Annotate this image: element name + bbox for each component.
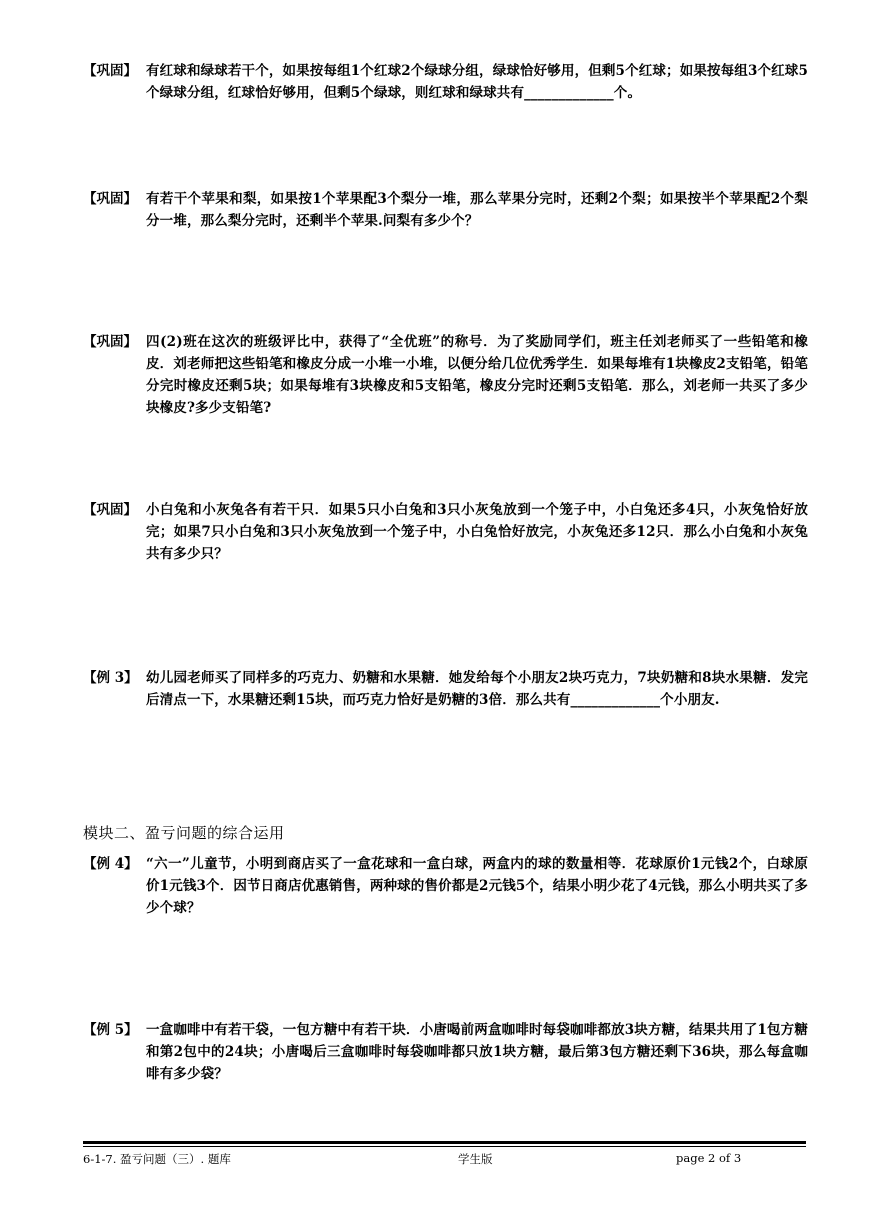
problem-tag: 【巩固】 — [83, 502, 137, 518]
problem-text: 幼儿园老师买了同样多的巧克力、奶糖和水果糖．她发给每个小朋友2块巧克力，7块奶糖和8块水果糖．发完后清点一下，水果糖还剩15块，而巧克力恰好是奶糖的3倍．那么共有_____________个小朋友. — [146, 670, 808, 708]
problem-text: 一盒咖啡中有若干袋，一包方糖中有若干块．小唐喝前两盒咖啡时每袋咖啡都放3块方糖，结果共用了1包方糖和第2包中的24块；小唐喝后三盒咖啡时每袋咖啡都只放1块方糖，最后第3包方糖还剩下36块，那么每盒咖啡有多少袋？ — [146, 1022, 808, 1082]
footer-divider-thin — [83, 1146, 806, 1147]
problem-text: “六一”儿童节，小明到商店买了一盒花球和一盒白球，两盒内的球的数量相等．花球原价1元钱2个，白球原价1元钱3个．因节日商店优惠销售，两种球的售价都是2元钱5个，结果小明少花了4元钱，那么小明共买了多少个球？ — [146, 856, 808, 916]
footer-document-title: 6-1-7. 盈亏问题（三）. 题库 — [83, 1152, 231, 1166]
footer-page-number: page 2 of 3 — [676, 1151, 742, 1165]
problem-text: 四(2)班在这次的班级评比中，获得了“全优班”的称号．为了奖励同学们，班主任刘老师买了一些铅笔和橡皮．刘老师把这些铅笔和橡皮分成一小堆一小堆，以便分给几位优秀学生．如果每堆有1块橡皮2支铅笔，铅笔分完时橡皮还剩5块；如果每堆有3块橡皮和5支铅笔，橡皮分完时还剩5支铅笔．那么，刘老师一共买了多少块橡皮?多少支铅笔? — [146, 334, 808, 416]
problem-tag: 【巩固】 — [83, 63, 137, 79]
problem-tag: 【巩固】 — [83, 334, 137, 350]
problem-tag: 【巩固】 — [83, 191, 137, 207]
problem-text: 有若干个苹果和梨，如果按1个苹果配3个梨分一堆，那么苹果分完时，还剩2个梨；如果按半个苹果配2个梨分一堆，那么梨分完时，还剩半个苹果.问梨有多少个？ — [146, 191, 808, 229]
problem-example-5 — [83, 1019, 808, 1085]
problem-text: 有红球和绿球若干个，如果按每组1个红球2个绿球分组，绿球恰好够用，但剩5个红球；如果按每组3个红球5个绿球分组，红球恰好够用，但剩5个绿球，则红球和绿球共有_____________个。 — [146, 63, 808, 101]
problem-tag: 【例 5】 — [83, 1022, 138, 1038]
problem-tag: 【例 3】 — [83, 670, 138, 686]
problem-example-3 — [83, 667, 808, 711]
footer-divider-thick — [83, 1141, 806, 1144]
problem-example-4 — [83, 853, 808, 919]
footer-edition: 学生版 — [458, 1152, 493, 1166]
problem-consolidation-3 — [83, 331, 808, 419]
problem-consolidation-1 — [83, 60, 808, 104]
problem-text: 小白兔和小灰兔各有若干只．如果5只小白兔和3只小灰兔放到一个笼子中，小白兔还多4只，小灰兔恰好放完；如果7只小白兔和3只小灰兔放到一个笼子中，小白兔恰好放完，小灰兔还多12只．那么小白兔和小灰兔共有多少只？ — [146, 502, 808, 562]
problem-consolidation-4 — [83, 499, 808, 565]
problem-tag: 【例 4】 — [83, 856, 138, 872]
section-heading: 模块二、盈亏问题的综合运用 — [83, 824, 285, 842]
problem-consolidation-2 — [83, 188, 808, 232]
